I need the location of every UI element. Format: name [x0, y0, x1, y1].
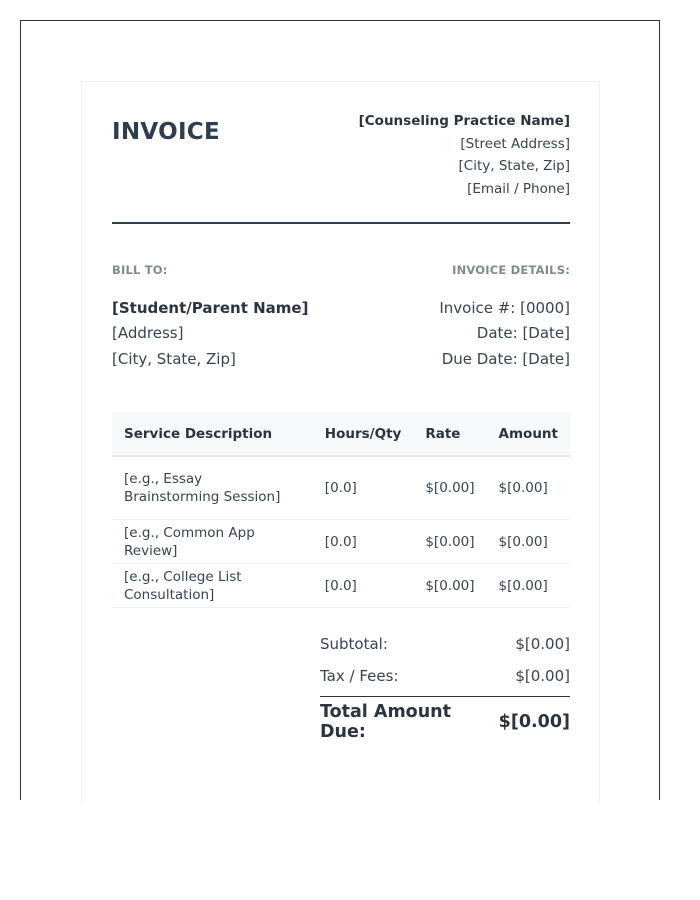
total-row	[320, 702, 570, 742]
total-value: $[0.00]	[498, 712, 570, 732]
bill-to-city: [City, State, Zip]	[112, 349, 236, 368]
table-row	[112, 564, 570, 608]
invoice-date: Date: [Date]	[476, 324, 570, 342]
subtotal-label: Subtotal:	[320, 634, 388, 653]
practice-name: [Counseling Practice Name]	[358, 113, 570, 129]
invoice-title: INVOICE	[112, 119, 221, 145]
practice-contact: [Email / Phone]	[467, 180, 570, 197]
cell-description: [e.g., College List Consultation]	[112, 564, 313, 608]
cell-description: [e.g., Essay Brainstorming Session]	[112, 456, 313, 520]
invoice-details-label: INVOICE DETAILS:	[452, 263, 570, 277]
cell-amount: $[0.00]	[487, 456, 570, 520]
cell-rate: $[0.00]	[413, 456, 486, 520]
subtotal-row	[320, 626, 570, 661]
header-rate: Rate	[413, 412, 486, 456]
tax-value: $[0.00]	[515, 666, 570, 685]
invoice-content	[112, 110, 570, 742]
table-header-row	[112, 412, 570, 456]
bill-to-block	[112, 258, 308, 372]
table-row	[112, 520, 570, 564]
bill-to-address: [Address]	[112, 324, 184, 342]
header-amount: Amount	[487, 412, 570, 456]
invoice-due-date: Due Date: [Date]	[441, 349, 570, 368]
cell-amount: $[0.00]	[487, 564, 570, 608]
cell-hours: [0.0]	[313, 456, 414, 520]
cell-description: [e.g., Common App Review]	[112, 520, 313, 564]
invoice-header	[112, 110, 570, 224]
cell-rate: $[0.00]	[413, 520, 486, 564]
tax-label: Tax / Fees:	[320, 666, 399, 685]
cell-rate: $[0.00]	[413, 564, 486, 608]
header-hours-qty: Hours/Qty	[313, 412, 414, 456]
table-row	[112, 456, 570, 520]
practice-street: [Street Address]	[460, 135, 570, 152]
tax-row	[320, 661, 570, 697]
subtotal-value: $[0.00]	[515, 634, 570, 653]
header-service-description: Service Description	[112, 412, 313, 456]
bill-to-label: BILL TO:	[112, 263, 168, 277]
practice-city: [City, State, Zip]	[458, 158, 570, 174]
practice-info	[359, 110, 570, 200]
total-label: Total Amount Due:	[320, 702, 451, 742]
services-table	[112, 412, 570, 608]
bill-to-name: [Student/Parent Name]	[112, 298, 309, 317]
cell-hours: [0.0]	[313, 564, 414, 608]
cell-hours: [0.0]	[313, 520, 414, 564]
cell-amount: $[0.00]	[487, 520, 570, 564]
invoice-details-block	[439, 258, 570, 372]
billing-section	[112, 258, 570, 372]
totals-section	[320, 626, 570, 742]
invoice-number: Invoice #: [0000]	[439, 298, 570, 317]
